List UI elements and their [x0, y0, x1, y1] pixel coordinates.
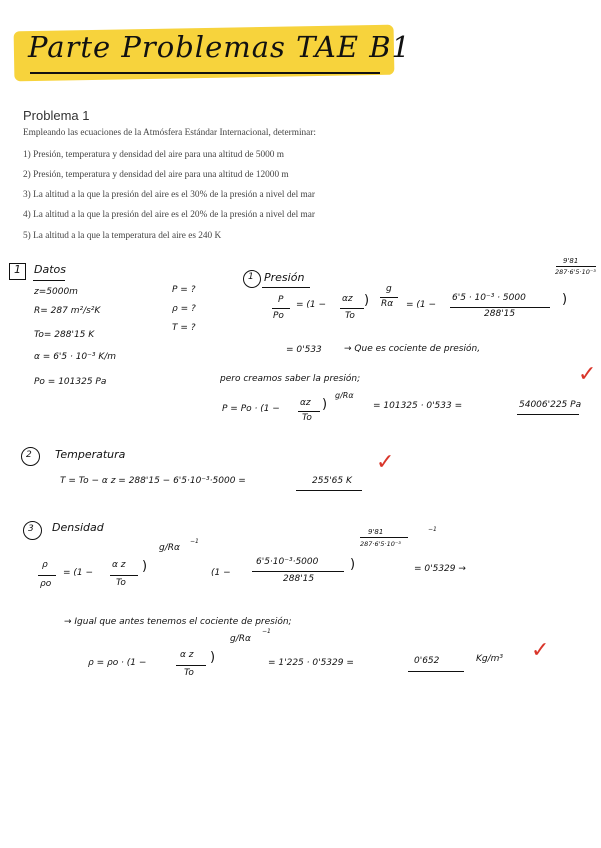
paren: ): [322, 397, 328, 412]
answer-underline: [517, 414, 579, 415]
densidad-exp-suffix: −1: [190, 538, 199, 545]
fraction-bar: [272, 308, 290, 309]
presion-label: Presión: [264, 271, 305, 284]
densidad-exp: g/Rα: [159, 543, 180, 553]
presion-eq2b: = 101325 · 0'533 =: [373, 401, 463, 411]
presion-eq1b: = (1 −: [406, 300, 437, 310]
paren: ): [210, 650, 216, 665]
presion-number: 1: [248, 272, 254, 282]
answer-underline: [296, 490, 362, 491]
presion-az: αz: [300, 398, 311, 408]
densidad-result: = 0'5329 →: [414, 564, 466, 574]
problem-heading: Problema 1: [23, 108, 90, 123]
fraction-bar: [450, 307, 550, 308]
densidad-label: Densidad: [52, 521, 104, 534]
densidad-to: To: [116, 578, 126, 588]
paren: ): [562, 292, 568, 307]
fraction-bar: [110, 575, 138, 576]
densidad-to: To: [184, 668, 194, 678]
title-underline: [30, 72, 380, 74]
datos-line: z=5000m: [34, 287, 78, 297]
answer-underline: [408, 671, 464, 672]
datos-line: α = 6'5 · 10⁻³ K/m: [34, 352, 117, 362]
presion-exp: g: [386, 284, 392, 294]
fraction-bar: [360, 537, 408, 538]
presion-eq1: = (1 −: [296, 300, 327, 310]
densidad-outer-exp-suffix: −1: [428, 526, 437, 533]
datos-underline: [33, 280, 65, 281]
presion-comment: pero creamos saber la presión;: [220, 374, 361, 384]
check-mark-icon: ✓: [531, 638, 550, 663]
fraction-bar: [298, 411, 320, 412]
presion-answer: 54006'225 Pa: [519, 400, 582, 410]
datos-label: Datos: [34, 263, 66, 276]
unknown: ρ = ?: [172, 304, 196, 314]
densidad-lhs-den: ρo: [40, 579, 52, 589]
densidad-number: 3: [28, 524, 34, 534]
datos-line: Po = 101325 Pa: [34, 377, 107, 387]
temperatura-answer: 255'65 K: [312, 476, 352, 486]
presion-az: αz: [342, 294, 353, 304]
presion-underline: [262, 287, 310, 288]
presion-den2: 288'15: [484, 309, 516, 319]
densidad-den2: 288'15: [283, 574, 315, 584]
presion-lhs-den: Po: [273, 311, 284, 321]
problem-item: 4) La altitud a la que la presión del aire es el 20% de la presión a nivel del mar: [23, 210, 315, 220]
densidad-eq1: = (1 −: [63, 568, 94, 578]
temperatura-eq: T = To − α z = 288'15 − 6'5·10⁻³·5000 =: [60, 476, 246, 486]
fraction-bar: [556, 266, 596, 267]
paren: ): [142, 559, 148, 574]
densidad-num2: 6'5·10⁻³·5000: [256, 557, 319, 567]
presion-to: To: [302, 413, 312, 423]
densidad-outer-exp-num: 9'81: [368, 528, 384, 536]
densidad-comment: → Igual que antes tenemos el cociente de presión;: [64, 617, 292, 627]
temperatura-label: Temperatura: [55, 448, 126, 461]
densidad-eq1b: (1 −: [211, 568, 231, 578]
presion-eq2: P = Po · (1 −: [222, 404, 280, 414]
presion-to: To: [345, 311, 355, 321]
problem-item: 5) La altitud a la que la temperatura del aire es 240 K: [23, 231, 222, 241]
paren: ): [350, 557, 356, 572]
problem-item: 2) Presión, temperatura y densidad del aire para una altitud de 12000 m: [23, 170, 289, 180]
unknown: P = ?: [172, 285, 196, 295]
paren: ): [364, 293, 370, 308]
unknown: T = ?: [172, 323, 196, 333]
densidad-eq2b: = 1'225 · 0'5329 =: [268, 658, 354, 668]
problem-item: 3) La altitud a la que la presión del aire es el 30% de la presión a nivel del mar: [23, 190, 315, 200]
densidad-eq2-exp-suffix: −1: [262, 628, 271, 635]
presion-exp-den: Rα: [381, 299, 394, 309]
fraction-bar: [252, 571, 344, 572]
temperatura-number: 2: [26, 450, 32, 460]
densidad-outer-exp-den: 287·6'5·10⁻³: [360, 540, 401, 548]
datos-line: To= 288'15 K: [34, 330, 95, 340]
page-title: Parte Problemas TAE B1: [28, 30, 411, 64]
presion-outer-exp-den: 287·6'5·10⁻³: [555, 268, 596, 276]
datos-line: R= 287 m²/s²K: [34, 306, 101, 316]
densidad-unit: Kg/m³: [476, 654, 504, 664]
problem-item: 1) Presión, temperatura y densidad del aire para una altitud de 5000 m: [23, 150, 285, 160]
densidad-eq2-exp: g/Rα: [230, 634, 251, 644]
datos-number: 1: [14, 263, 21, 276]
check-mark-icon: ✓: [376, 450, 395, 475]
densidad-az: α z: [180, 650, 194, 660]
presion-comment: → Que es cociente de presión,: [344, 344, 481, 354]
problem-intro: Empleando las ecuaciones de la Atmósfera Estándar Internacional, determinar:: [23, 128, 316, 138]
presion-outer-exp-num: 9'81: [563, 257, 579, 265]
presion-eq2-exp: g/Rα: [335, 391, 354, 400]
presion-lhs-num: P: [278, 295, 284, 305]
densidad-answer: 0'652: [414, 656, 440, 666]
fraction-bar: [340, 308, 364, 309]
presion-num2: 6'5 · 10⁻³ · 5000: [452, 293, 526, 303]
fraction-bar: [380, 297, 398, 298]
fraction-bar: [176, 665, 206, 666]
densidad-lhs-num: ρ: [42, 560, 48, 570]
check-mark-icon: ✓: [578, 362, 597, 387]
fraction-bar: [38, 575, 56, 576]
presion-result: = 0'533: [286, 345, 322, 355]
densidad-az: α z: [112, 560, 126, 570]
densidad-eq2: ρ = ρo · (1 −: [88, 658, 147, 668]
